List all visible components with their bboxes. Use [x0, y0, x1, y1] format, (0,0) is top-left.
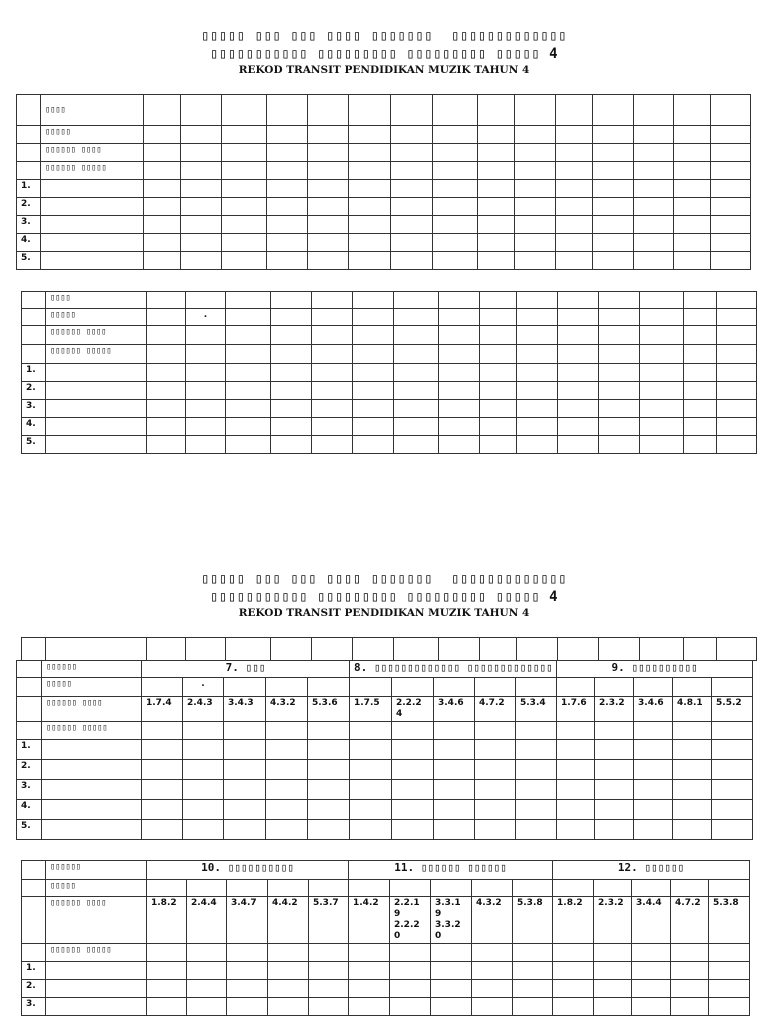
- dot-mark: .: [186, 309, 226, 326]
- row-number: 5.: [17, 820, 42, 840]
- dot-mark: .: [183, 678, 224, 697]
- table-row: [17, 162, 751, 180]
- row-label-unit: ▯▯▯▯▯: [46, 880, 147, 897]
- table-row: [22, 998, 750, 1016]
- row-number: 3.: [17, 780, 42, 800]
- row-label-student: ▯▯▯▯▯▯ ▯▯▯▯▯: [42, 722, 142, 740]
- row-number: 5.: [17, 252, 41, 270]
- row-number: 2.: [22, 382, 46, 400]
- table-row: [17, 180, 751, 198]
- standard-code: 2.2.1 9 2.2.2 0: [390, 897, 431, 944]
- row-label-tema: ▯▯▯▯▯▯: [46, 861, 147, 880]
- theme-7-header: 7. ▯▯▯: [142, 661, 350, 678]
- standard-code: 2.3.2: [595, 697, 634, 722]
- standard-code: 4.3.2: [266, 697, 308, 722]
- standard-code: 5.3.8: [709, 897, 750, 944]
- standard-code: 5.3.7: [309, 897, 349, 944]
- table-row: [22, 382, 757, 400]
- table-row: [17, 722, 753, 740]
- table-row: [22, 436, 757, 454]
- row-number: 2.: [17, 760, 42, 780]
- table-row: [22, 364, 757, 382]
- page1-heading: [0, 27, 768, 77]
- table-row: [22, 944, 750, 962]
- standard-code: 1.8.2: [147, 897, 187, 944]
- table-row: [22, 880, 750, 897]
- row-label-student: ▯▯▯▯▯▯ ▯▯▯▯▯: [41, 162, 144, 180]
- standard-code: 4.3.2: [472, 897, 513, 944]
- standard-code: 5.3.4: [516, 697, 557, 722]
- record-table-3: [16, 660, 753, 840]
- row-number: 3.: [17, 216, 41, 234]
- standard-code: 1.8.2: [553, 897, 594, 944]
- table-row: [17, 198, 751, 216]
- table-row: [17, 126, 751, 144]
- standard-code: 3.4.7: [227, 897, 268, 944]
- table-row: [17, 697, 753, 722]
- row-number: 3.: [22, 400, 46, 418]
- row-number: 3.: [22, 998, 46, 1016]
- standard-code: 2.4.3: [183, 697, 224, 722]
- page1-heading-title: REKOD TRANSIT PENDIDIKAN MUZIK TAHUN 4: [238, 64, 530, 76]
- table-row: [22, 962, 750, 980]
- table-row: [22, 418, 757, 436]
- table-row: [22, 326, 757, 345]
- page2-heading-line2: ▯▯▯▯▯▯▯▯▯▯▯ ▯▯▯▯▯▯▯▯▯ ▯▯▯▯▯▯▯▯▯ ▯▯▯▯▯ 4: [209, 589, 559, 605]
- row-label-tema: ▯▯▯▯▯▯: [42, 661, 142, 678]
- standard-code: 4.7.2: [475, 697, 516, 722]
- theme-12-header: 12. ▯▯▯▯▯▯: [553, 861, 750, 880]
- row-label-standard: ▯▯▯▯▯▯ ▯▯▯▯: [46, 326, 147, 345]
- table-row: [17, 252, 751, 270]
- row-number: 4.: [22, 418, 46, 436]
- standard-code: 1.7.4: [142, 697, 183, 722]
- standard-code: 3.4.6: [634, 697, 673, 722]
- page2-heading: [0, 570, 768, 620]
- row-label-standard: ▯▯▯▯▯▯ ▯▯▯▯: [46, 897, 147, 944]
- standard-code: 2.4.4: [187, 897, 227, 944]
- table-row: [22, 980, 750, 998]
- standard-code: 3.4.6: [434, 697, 475, 722]
- standard-code: 1.4.2: [349, 897, 390, 944]
- page1-heading-line1: ▯▯▯▯▯ ▯▯▯ ▯▯▯ ▯▯▯▯ ▯▯▯▯▯▯▯ ▯▯▯▯▯▯▯▯▯▯▯▯▯: [200, 28, 568, 44]
- row-number: 1.: [17, 180, 41, 198]
- standard-code: 3.4.3: [224, 697, 266, 722]
- standard-code: 5.3.6: [308, 697, 350, 722]
- standard-code: 2.3.2: [594, 897, 632, 944]
- table-row: [22, 400, 757, 418]
- row-label-unit: ▯▯▯▯▯: [41, 126, 144, 144]
- table-row: [17, 95, 751, 126]
- row-number: 2.: [17, 198, 41, 216]
- table-row: [22, 897, 750, 944]
- row-number: 1.: [22, 962, 46, 980]
- standard-code: 3.4.4: [632, 897, 671, 944]
- standard-code: 5.5.2: [712, 697, 753, 722]
- standard-code: 4.4.2: [268, 897, 309, 944]
- table-row: [22, 292, 757, 309]
- row-label-unit: ▯▯▯▯▯: [46, 309, 147, 326]
- table-row: [17, 780, 753, 800]
- table-row: [17, 216, 751, 234]
- record-table-4: [21, 860, 750, 1016]
- table-row: [22, 309, 757, 326]
- standard-code: 5.3.8: [513, 897, 553, 944]
- row-number: 5.: [22, 436, 46, 454]
- standard-code: 4.7.2: [671, 897, 709, 944]
- row-label-student: ▯▯▯▯▯▯ ▯▯▯▯▯: [46, 345, 147, 364]
- row-number: 2.: [22, 980, 46, 998]
- table-row: [17, 234, 751, 252]
- row-label-tema: ▯▯▯▯: [46, 292, 147, 309]
- row-number: 1.: [22, 364, 46, 382]
- page2-heading-title: REKOD TRANSIT PENDIDIKAN MUZIK TAHUN 4: [238, 607, 530, 619]
- row-label-tema: ▯▯▯▯: [41, 95, 144, 126]
- row-number: 4.: [17, 800, 42, 820]
- standard-code: 4.8.1: [673, 697, 712, 722]
- theme-8-header: 8. ▯▯▯▯▯▯▯▯▯▯▯▯▯ ▯▯▯▯▯▯▯▯▯▯▯▯▯: [350, 661, 557, 678]
- page2-heading-line1: ▯▯▯▯▯ ▯▯▯ ▯▯▯ ▯▯▯▯ ▯▯▯▯▯▯▯ ▯▯▯▯▯▯▯▯▯▯▯▯▯: [200, 571, 568, 587]
- row-number: 1.: [17, 740, 42, 760]
- table-row: [17, 760, 753, 780]
- table-row: [17, 800, 753, 820]
- standard-code: 1.7.5: [350, 697, 392, 722]
- row-label-standard: ▯▯▯▯▯▯ ▯▯▯▯: [42, 697, 142, 722]
- table-row: [17, 661, 753, 678]
- table-row: [17, 820, 753, 840]
- table-row: [17, 678, 753, 697]
- row-label-unit: ▯▯▯▯▯: [42, 678, 142, 697]
- record-table-2: [21, 291, 757, 454]
- table-row: [22, 638, 757, 661]
- blank-strip-table: [21, 637, 757, 661]
- row-label-student: ▯▯▯▯▯▯ ▯▯▯▯▯: [46, 944, 147, 962]
- table-row: [22, 861, 750, 880]
- table-row: [22, 345, 757, 364]
- record-table-1: [16, 94, 751, 270]
- theme-9-header: 9. ▯▯▯▯▯▯▯▯▯▯: [557, 661, 753, 678]
- row-label-standard: ▯▯▯▯▯▯ ▯▯▯▯: [41, 144, 144, 162]
- row-number: 4.: [17, 234, 41, 252]
- standard-code: 1.7.6: [557, 697, 595, 722]
- theme-10-header: 10. ▯▯▯▯▯▯▯▯▯▯: [147, 861, 349, 880]
- table-row: [17, 740, 753, 760]
- table-row: [17, 144, 751, 162]
- standard-code: 2.2.2 4: [392, 697, 434, 722]
- theme-11-header: 11. ▯▯▯▯▯▯ ▯▯▯▯▯▯: [349, 861, 553, 880]
- page1-heading-line2: ▯▯▯▯▯▯▯▯▯▯▯ ▯▯▯▯▯▯▯▯▯ ▯▯▯▯▯▯▯▯▯ ▯▯▯▯▯ 4: [209, 46, 559, 62]
- standard-code: 3.3.1 9 3.3.2 0: [431, 897, 472, 944]
